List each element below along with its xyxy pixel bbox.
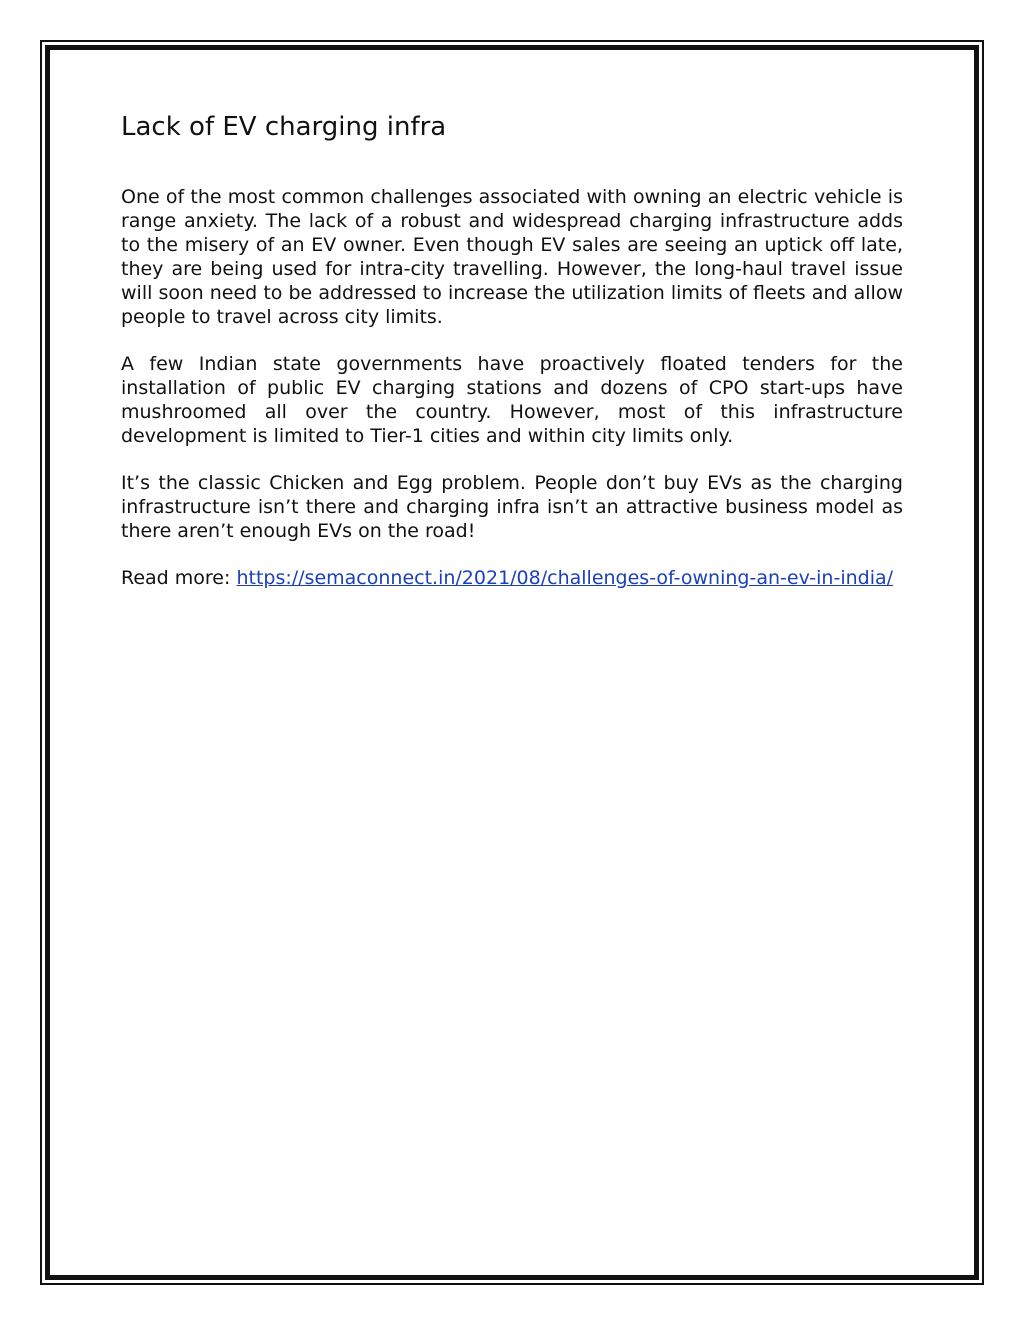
read-more-link[interactable]: https://semaconnect.in/2021/08/challenges-of-owning-an-ev-in-india/ xyxy=(236,567,894,590)
paragraph-state-governments: A few Indian state governments have proactively floated tenders for the installation of public EV charging stations and dozens of CPO start-ups have mushroomed all over the country. However, most of this infrastructure development is limited to Tier-1 cities and within city limits only. xyxy=(121,353,903,448)
read-more-line xyxy=(121,566,903,590)
document-title: Lack of EV charging infra xyxy=(121,112,447,142)
read-more-label: Read more: xyxy=(121,567,231,590)
document-body xyxy=(121,112,903,590)
paragraph-range-anxiety: One of the most common challenges associated with owning an electric vehicle is range anxiety. The lack of a robust and widespread charging infrastructure adds to the misery of an EV owner. Even though EV sales are seeing an uptick off late, they are being used for intra-city travelling. However, the long-haul travel issue will soon need to be addressed to increase the utilization limits of fleets and allow people to travel across city limits. xyxy=(121,186,903,329)
paragraph-chicken-egg: It’s the classic Chicken and Egg problem. People don’t buy EVs as the charging infrastructure isn’t there and charging infra isn’t an attractive business model as there aren’t enough EVs on the road! xyxy=(121,472,903,543)
